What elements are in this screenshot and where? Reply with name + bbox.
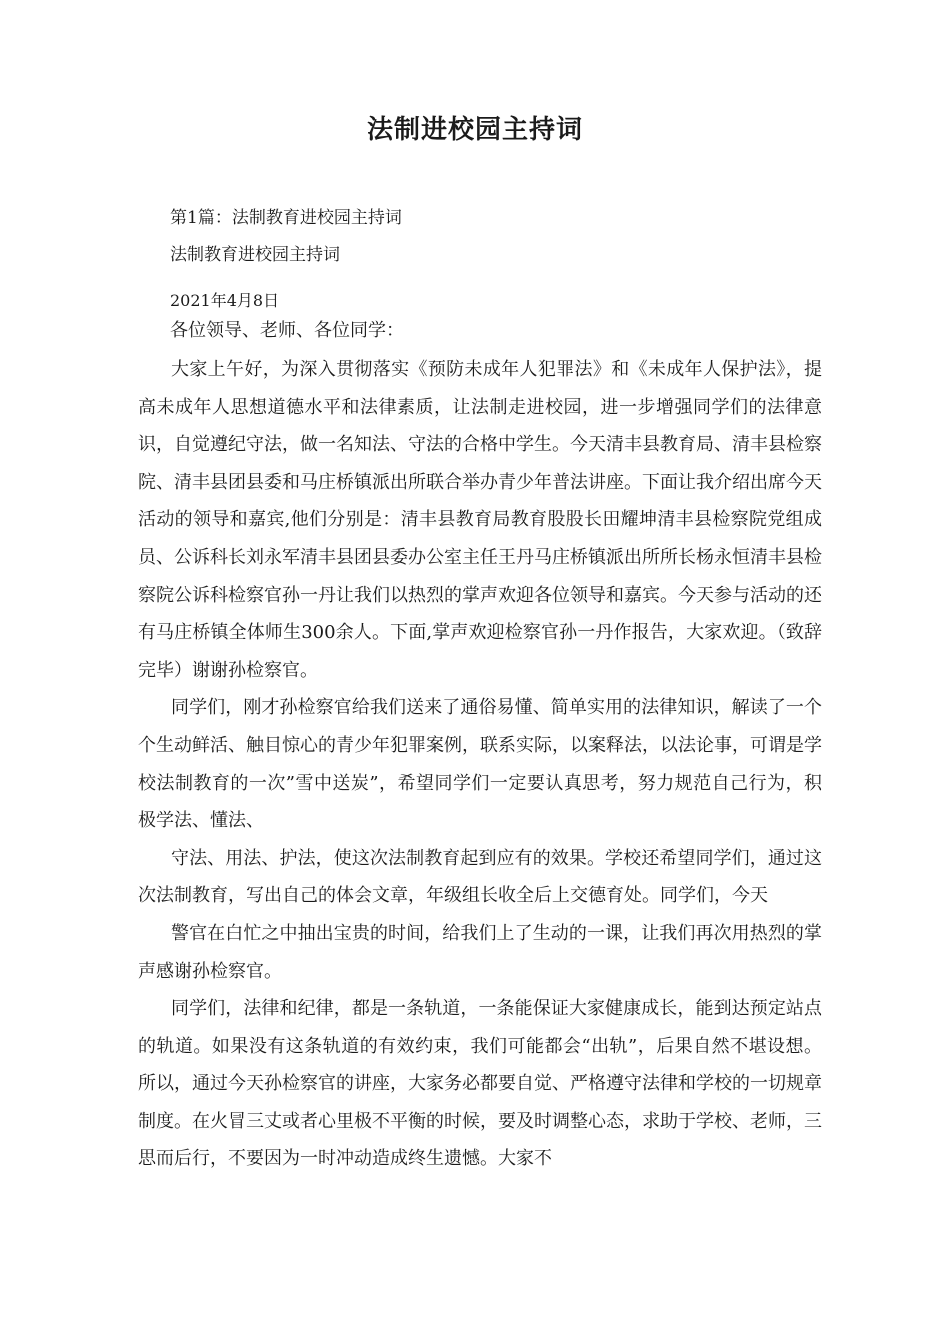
body-text: [138, 351, 822, 1178]
section-label: 第1篇：法制教育进校园主持词: [170, 208, 402, 228]
document-date: 2021年4月8日: [170, 291, 280, 310]
paragraph-4: 警官在白忙之中抽出宝贵的时间，给我们上了生动的一课，让我们再次用热烈的掌声感谢孙检察官。: [138, 922, 822, 982]
greeting: 各位领导、老师、各位同学：: [170, 320, 404, 341]
paragraph-3: 守法、用法、护法，使这次法制教育起到应有的效果。学校还希望同学们，通过这次法制教育，写出自己的体会文章，年级组长收全后上交德育处。同学们，今天: [138, 847, 822, 907]
document-title: 法制进校园主持词: [366, 115, 583, 145]
paragraph-1: 大家上午好，为深入贯彻落实《预防未成年人犯罪法》和《未成年人保护法》，提高未成年人思想道德水平和法律素质，让法制走进校园，进一步增强同学们的法律意识，自觉遵纪守法，做一名知法、守法的合格中学生。今天清丰县教育局、清丰县检察院、清丰县团县委和马庄桥镇派出所联合举办青少年普法讲座。下面让我介绍出席今天活动的领导和嘉宾,他们分别是：清丰县教育局教育股股长田耀坤清丰县检察院党组成员、公诉科长刘永军清丰县团县委办公室主任王丹马庄桥镇派出所所长杨永恒清丰县检察院公诉科检察官孙一丹让我们以热烈的掌声欢迎各位领导和嘉宾。今天参与活动的还有马庄桥镇全体师生300余人。下面,掌声欢迎检察官孙一丹作报告，大家欢迎。（致辞完毕）谢谢孙检察官。: [138, 359, 822, 681]
paragraph-5: 同学们，法律和纪律，都是一条轨道，一条能保证大家健康成长，能到达预定站点的轨道。如果没有这条轨道的有效约束，我们可能都会“出轨”，后果自然不堪设想。所以，通过今天孙检察官的讲座，大家务必都要自觉、严格遵守法律和学校的一切规章制度。在火冒三丈或者心里极不平衡的时候，要及时调整心态，求助于学校、老师，三思而后行，不要因为一时冲动造成终生遗憾。大家不: [138, 998, 822, 1170]
paragraph-2: 同学们，刚才孙检察官给我们送来了通俗易懂、简单实用的法律知识，解读了一个个生动鲜活、触目惊心的青少年犯罪案例，联系实际，以案释法，以法论事，可谓是学校法制教育的一次”雪中送炭”，希望同学们一定要认真思考，努力规范自己行为，积极学法、懂法、: [138, 697, 822, 832]
document-subtitle: 法制教育进校园主持词: [170, 245, 340, 265]
